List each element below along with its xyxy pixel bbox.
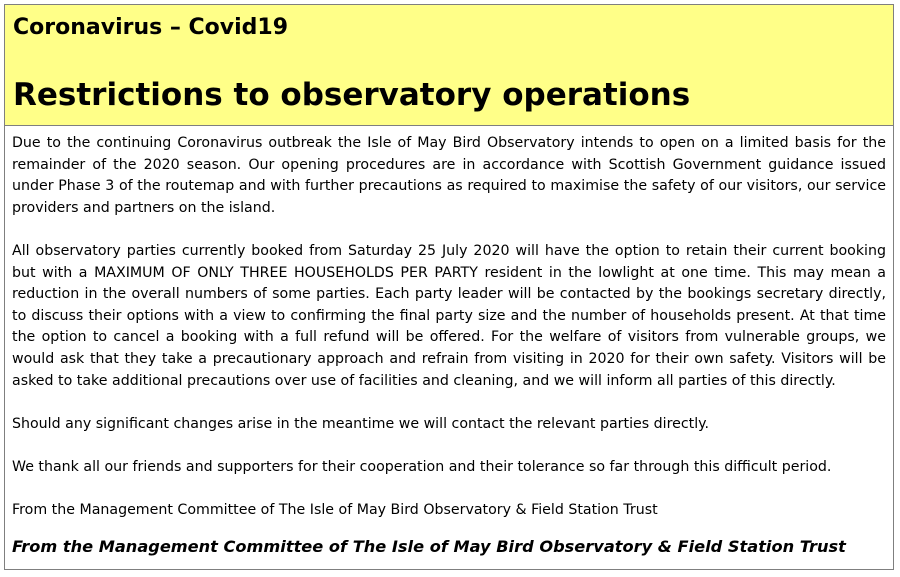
notice-body xyxy=(5,126,893,557)
paragraph-bookings: All observatory parties currently booked from Saturday 25 July 2020 will have the option to retain their current booking but with a MAXIMUM OF ONLY THREE HOUSEHOLDS PER PARTY resident in the lowlight at one time. This may mean a reduction in the overall numbers of some parties. Each party leader will be contacted by the bookings secretary directly, to discuss their options with a view to confirming the final party size and the number of households present. At that time the option to cancel a booking with a full refund will be offered. For the welfare of visitors from vulnerable groups, we would ask that they take a precautionary approach and refrain from visiting in 2020 for their own safety. Visitors will be asked to take additional precautions over use of facilities and cleaning, and we will inform all parties of this directly. xyxy=(12,242,886,389)
paragraph-signoff: From the Management Committee of The Isle of May Bird Observatory & Field Station Trust xyxy=(12,502,658,519)
notice-header xyxy=(5,5,893,126)
notice-panel xyxy=(4,4,894,570)
paragraph-thanks: We thank all our friends and supporters for their cooperation and their tolerance so far through this difficult period. xyxy=(12,458,832,475)
signoff-emphasis: From the Management Committee of The Isle of May Bird Observatory & Field Station Trust xyxy=(12,536,846,556)
notice-kicker: Coronavirus – Covid19 xyxy=(13,15,289,40)
page-title: Restrictions to observatory operations xyxy=(13,77,691,113)
paragraph-opening: Due to the continuing Coronavirus outbreak the Isle of May Bird Observatory intends to open on a limited basis for the remainder of the 2020 season. Our opening procedures are in accordance with Scottish Government guidance issued under Phase 3 of the routemap and with further precautions as required to maximise the safety of our visitors, our service providers and partners on the island. xyxy=(12,135,886,216)
paragraph-changes: Should any significant changes arise in the meantime we will contact the relevant parties directly. xyxy=(12,415,710,432)
